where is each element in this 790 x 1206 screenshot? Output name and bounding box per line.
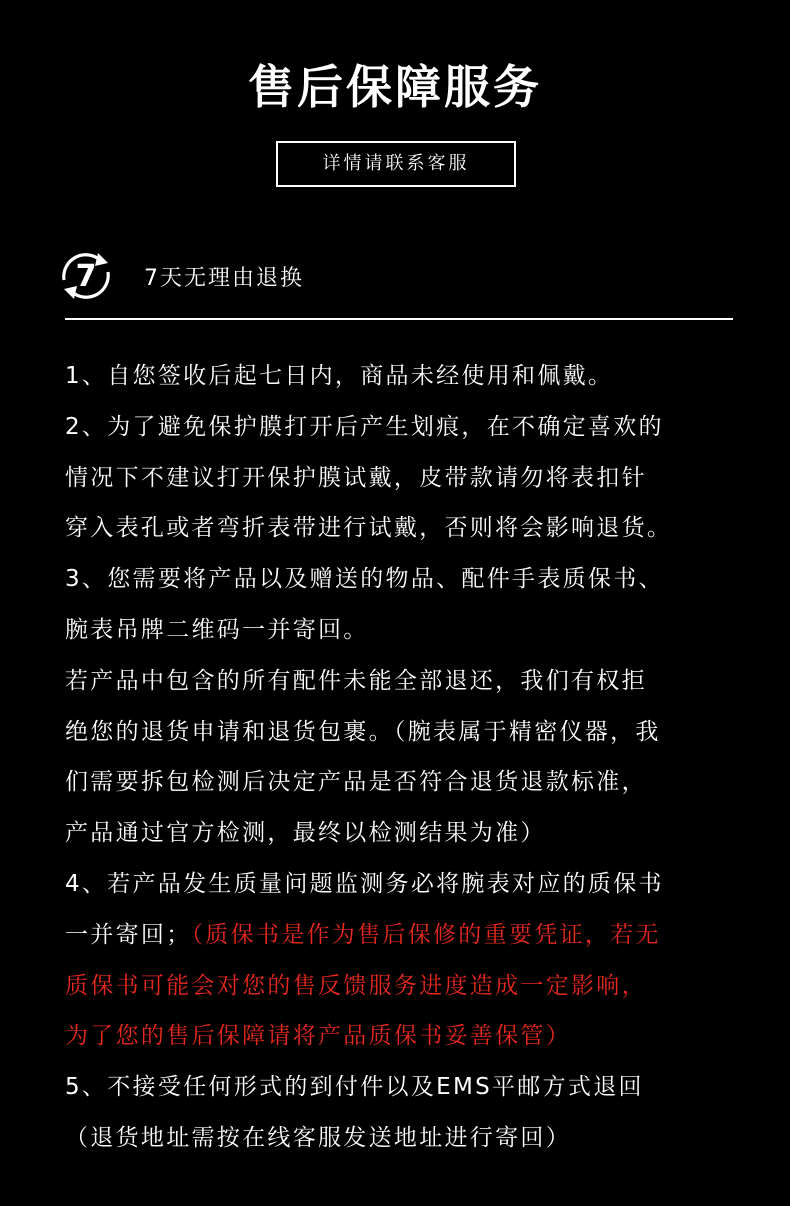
section-title: 7天无理由退换 — [144, 265, 304, 291]
contact-customer-service-button[interactable]: 详情请联系客服 — [276, 141, 516, 187]
section-divider — [65, 318, 733, 320]
warranty-highlight-line: 为了您的售后保障请将产品质保书妥善保管） — [65, 1023, 571, 1050]
policy-line: 们需要拆包检测后决定产品是否符合退货退款标准， — [65, 769, 647, 796]
policy-line: 绝您的退货申请和退货包裹。（腕表属于精密仪器，我 — [65, 718, 661, 745]
policy-line: 1、自您签收后起七日内，商品未经使用和佩戴。 — [65, 363, 614, 389]
policy-line: （退货地址需按在线客服发送地址进行寄回） — [65, 1124, 571, 1151]
policy-line: 穿入表孔或者弯折表带进行试戴，否则将会影响退货。 — [65, 515, 673, 542]
page-title: 售后保障服务 — [248, 60, 542, 114]
section-header — [58, 250, 304, 302]
warranty-highlight-line: 质保书可能会对您的售反馈服务进度造成一定影响， — [65, 972, 647, 999]
policy-line: 2、为了避免保护膜打开后产生划痕，在不确定喜欢的 — [65, 413, 664, 440]
policy-line: 4、若产品发生质量问题监测务必将腕表对应的质保书 — [65, 870, 664, 897]
policy-line: 5、不接受任何形式的到付件以及EMS平邮方式退回 — [65, 1074, 644, 1101]
policy-line-start: 一并寄回； — [65, 921, 192, 948]
policy-line: 情况下不建议打开保护膜试戴，皮带款请勿将表扣针 — [65, 464, 647, 491]
seven-days-icon-digit: 7 — [75, 259, 97, 294]
policy-line: 产品通过官方检测，最终以检测结果为准） — [65, 820, 546, 847]
policy-text — [65, 351, 755, 1164]
warranty-highlight: （质保书是作为售后保修的重要凭证，若无 — [191, 921, 661, 948]
policy-line: 腕表吊牌二维码一并寄回。 — [65, 616, 369, 643]
seven-days-return-icon — [58, 250, 114, 302]
policy-line: 若产品中包含的所有配件未能全部退还，我们有权拒 — [65, 667, 647, 694]
policy-line-mixed — [65, 910, 755, 961]
policy-line: 3、您需要将产品以及赠送的物品、配件手表质保书、 — [65, 566, 664, 593]
